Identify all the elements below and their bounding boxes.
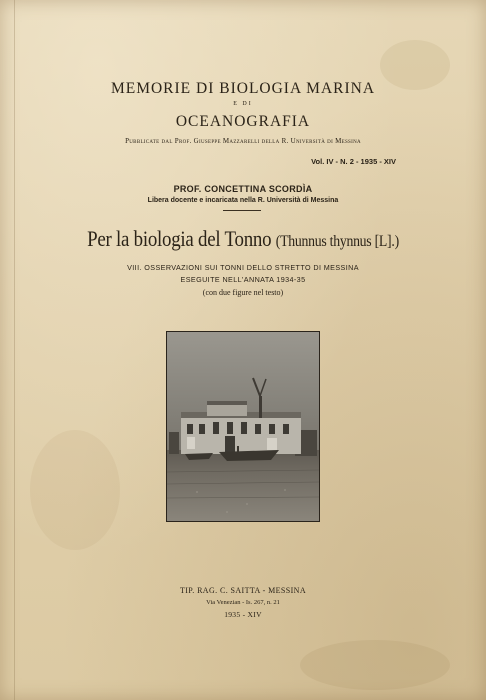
figures-note: (con due figure nel testo) [202, 288, 284, 297]
main-title-text: Per la biologia del Tonno [87, 226, 272, 251]
author-role: Libera docente e incaricata nella R. Università di Messina [147, 197, 339, 204]
main-title [34, 226, 452, 252]
subtitle-line1: VIII. OSSERVAZIONI SUI TONNI DELLO STRETTO DI MESSINA [127, 263, 359, 272]
photo-tonnara-building [167, 332, 319, 521]
publication-year: 1935 - XIV [224, 610, 262, 619]
volume-info: Vol. IV - N. 2 - 1935 - XIV [311, 157, 396, 166]
publisher-line: Pubblicate dal Prof. Giuseppe Mazzarelli della R. Università di Messina [125, 137, 361, 145]
paper-stain [300, 640, 450, 690]
printer-address: Via Venezian - Is. 267, n. 21 [206, 599, 280, 606]
cover-photograph [166, 331, 320, 522]
paper-stain [30, 430, 120, 550]
subtitle-line2: ESEGUITE NELL'ANNATA 1934-35 [180, 275, 306, 284]
species-name: (Thunnus thynnus [L].) [275, 233, 399, 250]
divider-rule [223, 210, 261, 211]
series-title-line1: MEMORIE DI BIOLOGIA MARINA [110, 80, 376, 97]
series-title-conjunction: E DI [233, 101, 253, 107]
author-name: PROF. CONCETTINA SCORDÌA [173, 184, 313, 194]
printer-name: TIP. RAG. C. SAITTA - MESSINA [179, 586, 307, 595]
series-title-line2: OCEANOGRAFIA [175, 113, 311, 130]
